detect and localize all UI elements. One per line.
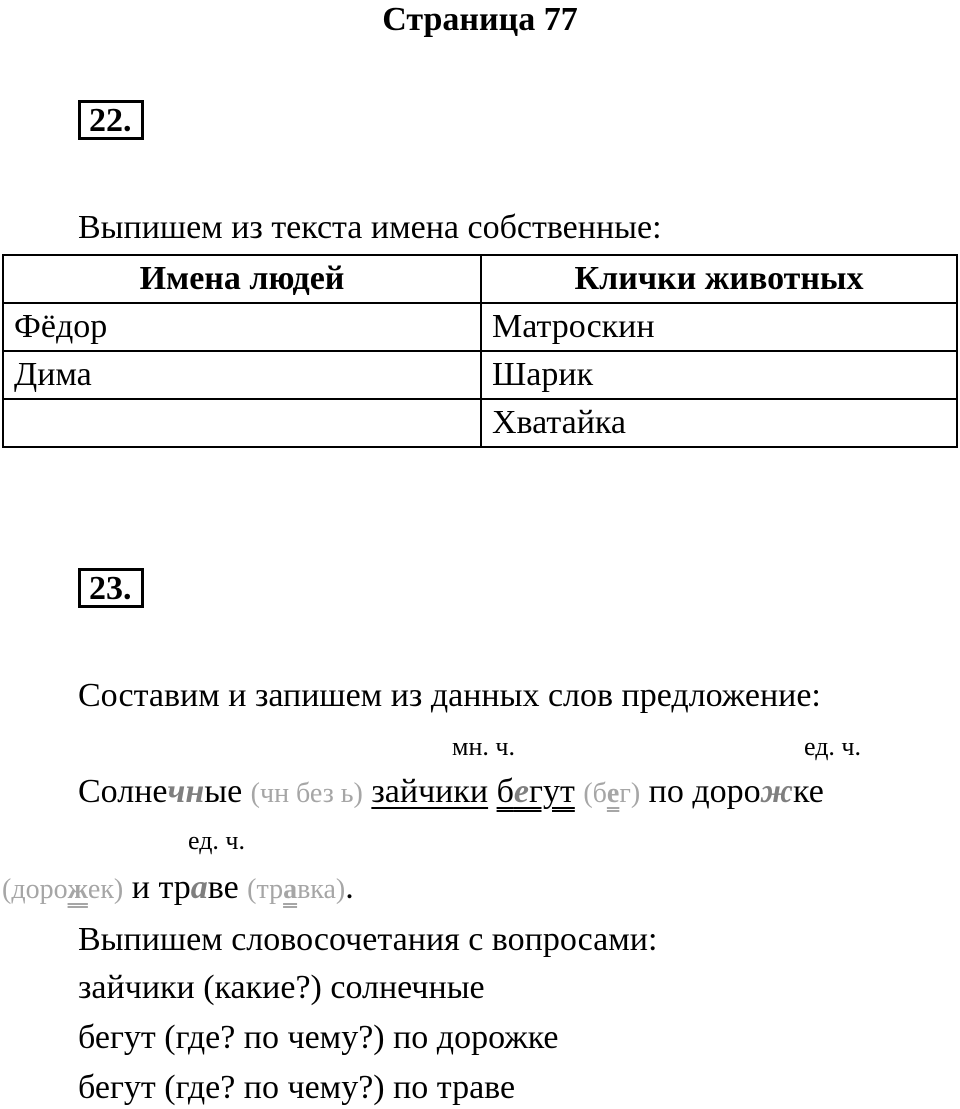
sentence-line-1 bbox=[78, 772, 824, 814]
check-word-note-3: (травка) bbox=[247, 874, 346, 905]
table-row bbox=[3, 351, 957, 399]
table-row bbox=[3, 399, 957, 447]
exercise-number-23: 23. bbox=[78, 568, 144, 608]
phrase-line: зайчики (какие?) солнечные bbox=[78, 969, 485, 1006]
word-po-dorozhke: по дорожке bbox=[648, 773, 824, 810]
check-word-note-2: (дорожек) bbox=[2, 874, 124, 905]
page-title: Страница 77 bbox=[382, 1, 578, 38]
table-cell: Шарик bbox=[481, 351, 957, 399]
exercise-number-22: 22. bbox=[78, 100, 144, 140]
table-header-row bbox=[3, 255, 957, 303]
spelling-note: (чн без ь) bbox=[250, 778, 363, 809]
sentence-line-2: (дорожек) и траве (травка). bbox=[2, 869, 354, 906]
table-cell: Хватайка bbox=[481, 399, 957, 447]
plural-mark: мн. ч. bbox=[452, 732, 515, 761]
table-row bbox=[3, 303, 957, 351]
predicate-word: бегут bbox=[496, 773, 575, 810]
table-cell: Дима bbox=[3, 351, 481, 399]
phrase-line: бегут (где? по чему?) по траве bbox=[78, 1069, 516, 1106]
column-header-people: Имена людей bbox=[3, 255, 481, 303]
exercise-23-instruction: Составим и запишем из данных слов предложение: bbox=[78, 677, 821, 714]
singular-mark-2: ед. ч. bbox=[188, 826, 246, 855]
phrase-line: бегут (где? по чему?) по дорожке bbox=[78, 1019, 559, 1056]
subject-word: зайчики bbox=[371, 773, 489, 810]
highlighted-letters: чн bbox=[167, 773, 205, 810]
singular-mark: ед. ч. bbox=[804, 732, 862, 761]
check-word-note: (бег) bbox=[583, 778, 641, 809]
table-cell bbox=[3, 399, 481, 447]
table-cell: Фёдор bbox=[3, 303, 481, 351]
column-header-animals: Клички животных bbox=[481, 255, 957, 303]
table-cell: Матроскин bbox=[481, 303, 957, 351]
exercise-22-instruction: Выпишем из текста имена собственные: bbox=[78, 209, 662, 246]
proper-names-table bbox=[2, 254, 958, 448]
word-i-trave: и траве bbox=[131, 869, 239, 906]
word-solnechnye: Солнечные bbox=[78, 773, 243, 810]
phrases-title: Выпишем словосочетания с вопросами: bbox=[78, 921, 658, 958]
